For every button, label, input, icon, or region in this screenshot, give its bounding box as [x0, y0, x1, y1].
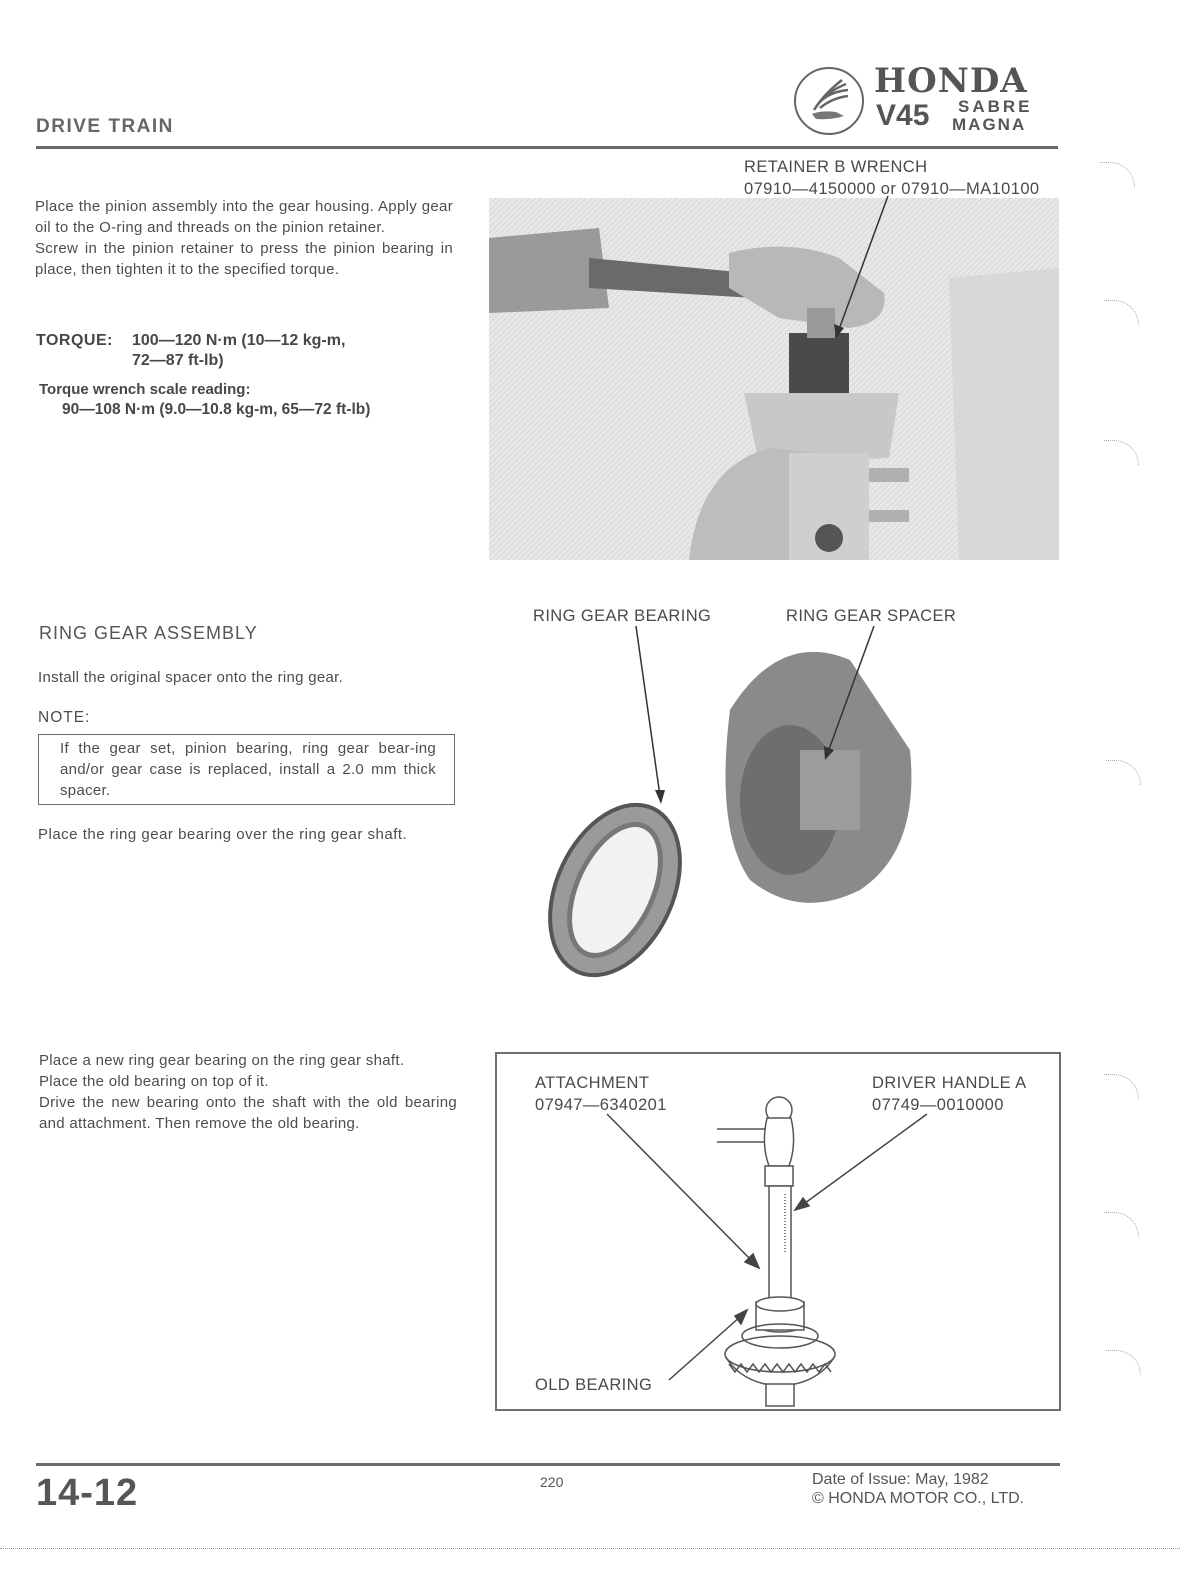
retainer-wrench-part-number: 07910—4150000 or 07910—MA10100 [744, 180, 1040, 198]
photo-pinion-retainer-wrench [489, 198, 1059, 560]
punch-mark [1100, 162, 1135, 187]
ring-gear-illustration [520, 630, 990, 980]
punch-mark [1104, 1212, 1139, 1237]
pinion-instructions [35, 196, 453, 280]
drive-paragraph: Drive the new bearing onto the shaft with the old bearing and attachment. Then remove the old bearing. [39, 1094, 457, 1132]
header-divider [36, 146, 1058, 149]
old-bearing-label: OLD BEARING [535, 1376, 653, 1394]
model-variant-magna: MAGNA [952, 115, 1027, 134]
footer-divider [36, 1463, 1060, 1466]
ring-gear-bearing-instruction: Place the ring gear bearing over the ring gear shaft. [38, 826, 408, 843]
wrench-illustration [489, 198, 1059, 560]
ring-gear-section-title: RING GEAR ASSEMBLY [39, 623, 258, 643]
retainer-wrench-name: RETAINER B WRENCH [744, 158, 928, 176]
retainer-wrench-pointer [832, 196, 892, 346]
ring-gear-spacer-pointer [820, 626, 880, 766]
punch-mark [1104, 300, 1139, 325]
date-of-issue: Date of Issue: May, 1982 [812, 1471, 989, 1488]
brand-name: HONDA [874, 61, 1028, 101]
tool-diagram-frame [495, 1052, 1061, 1411]
note-box [38, 734, 455, 805]
honda-logo [792, 62, 1062, 142]
drive-instructions [39, 1050, 457, 1134]
punch-mark [1104, 1074, 1139, 1099]
wing-emblem-icon [792, 64, 866, 138]
ring-gear-bearing-pointer [630, 626, 670, 806]
note-text: If the gear set, pinion bearing, ring gear bear-ing and/or gear case is replaced, install a 2.0 mm thick spacer. [60, 740, 436, 799]
scan-edge-line [0, 1548, 1180, 1550]
scale-reading-label: Torque wrench scale reading: [39, 381, 251, 398]
ring-gear-spacer-label: RING GEAR SPACER [786, 607, 957, 625]
attachment-name: ATTACHMENT [535, 1074, 650, 1092]
section-header: DRIVE TRAIN [36, 116, 174, 137]
driver-tool-drawing [497, 1054, 1059, 1409]
driver-handle-part-number: 07749—0010000 [872, 1096, 1004, 1114]
attachment-part-number: 07947—6340201 [535, 1096, 667, 1114]
punch-mark [1106, 760, 1141, 785]
torque-value-line-1: 100—120 N·m (10—12 kg-m, [132, 332, 346, 349]
photo-ring-gear-and-bearing [520, 630, 990, 980]
page-code: 14-12 [36, 1472, 139, 1514]
retainer-wrench-caption [744, 156, 1039, 200]
issue-info [812, 1470, 1024, 1508]
note-label: NOTE: [38, 709, 91, 726]
model-name: V45 [876, 99, 930, 132]
torque-label: TORQUE: [36, 332, 113, 349]
drive-paragraph: Place a new ring gear bearing on the ring gear shaft. [39, 1052, 405, 1069]
driver-handle-name: DRIVER HANDLE A [872, 1074, 1027, 1092]
torque-value-line-2: 72—87 ft-lb) [132, 352, 224, 369]
drive-paragraph: Place the old bearing on top of it. [39, 1073, 269, 1090]
pinion-paragraph: Place the pinion assembly into the gear housing. Apply gear oil to the O-ring and threads on the pinion retainer. [35, 198, 453, 236]
pinion-paragraph: Screw in the pinion retainer to press the pinion bearing in place, then tighten it to the specified torque. [35, 240, 453, 278]
copyright: © HONDA MOTOR CO., LTD. [812, 1490, 1025, 1507]
scale-reading-value: 90—108 N·m (9.0—10.8 kg-m, 65—72 ft-lb) [62, 401, 371, 418]
ring-gear-bearing-label: RING GEAR BEARING [533, 607, 712, 625]
model-variant-sabre: SABRE [958, 97, 1033, 116]
page-number: 220 [540, 1474, 564, 1490]
punch-mark [1106, 1350, 1141, 1375]
ring-gear-intro: Install the original spacer onto the ring gear. [38, 669, 344, 686]
punch-mark [1104, 440, 1139, 465]
